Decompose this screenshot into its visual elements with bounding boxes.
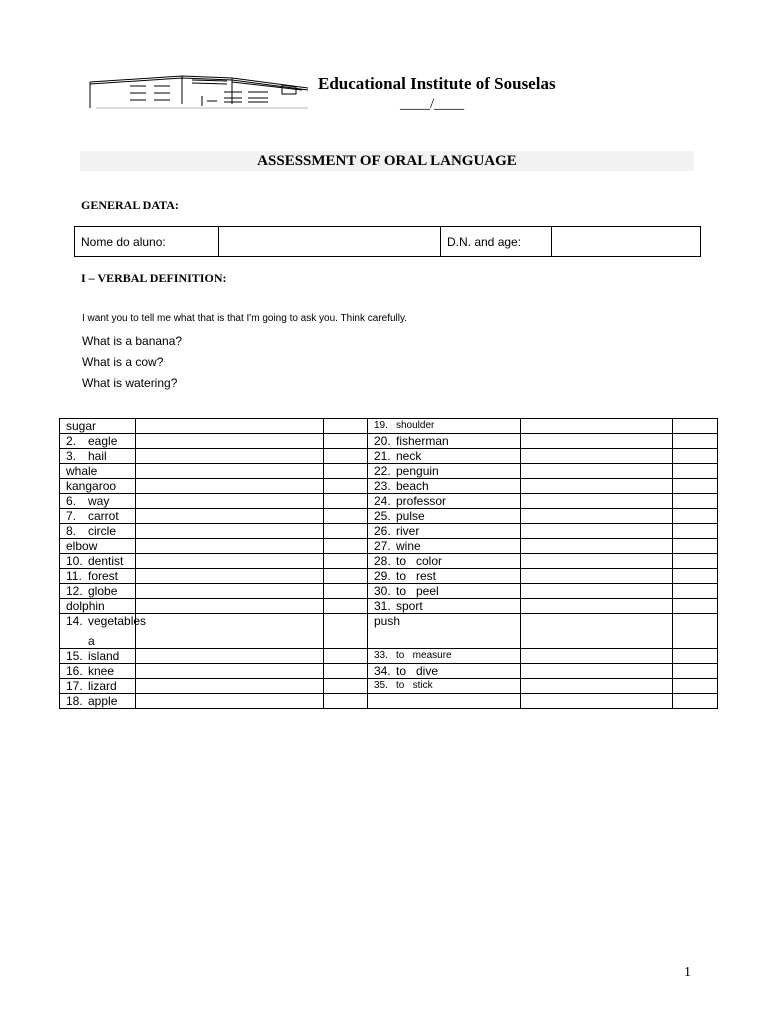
example-question: What is a banana? (82, 334, 183, 348)
score-cell[interactable] (324, 419, 368, 434)
right-word-cell (368, 539, 521, 554)
dob-age-label: D.N. and age: (441, 227, 552, 257)
item-word: to measure (396, 650, 452, 661)
answer-cell[interactable] (521, 679, 673, 694)
answer-cell[interactable] (521, 419, 673, 434)
table-row (60, 614, 718, 649)
right-word-cell (368, 464, 521, 479)
item-number: 29. (374, 569, 391, 583)
answer-cell[interactable] (136, 419, 324, 434)
item-number: 6. (66, 494, 77, 508)
right-word-cell (368, 434, 521, 449)
table-row (60, 479, 718, 494)
general-data-heading: GENERAL DATA: (81, 198, 179, 212)
answer-cell[interactable] (136, 554, 324, 569)
left-word-cell (60, 464, 136, 479)
item-word: whale (66, 464, 98, 478)
answer-cell[interactable] (136, 494, 324, 509)
right-word-cell (368, 679, 521, 694)
item-word: to peel (396, 584, 439, 598)
score-cell[interactable] (324, 524, 368, 539)
table-row (60, 694, 718, 709)
score-cell[interactable] (324, 584, 368, 599)
table-row (60, 679, 718, 694)
table-row (60, 539, 718, 554)
item-word: neck (396, 449, 422, 463)
item-word: circle (88, 524, 117, 538)
answer-cell[interactable] (136, 664, 324, 679)
item-word: island (88, 649, 120, 663)
score-cell[interactable] (324, 479, 368, 494)
score-cell[interactable] (324, 434, 368, 449)
institution-name: Educational Institute of Souselas (318, 74, 556, 93)
item-number: 25. (374, 509, 391, 523)
answer-cell[interactable] (136, 599, 324, 614)
score-cell[interactable] (673, 649, 718, 664)
item-number: 19. (374, 420, 388, 431)
score-cell[interactable] (324, 449, 368, 464)
answer-cell[interactable] (136, 614, 324, 649)
page-number: 1 (684, 965, 691, 980)
document-title: ASSESSMENT OF ORAL LANGUAGE (257, 153, 517, 169)
left-word-cell (60, 419, 136, 434)
example-question: What is a cow? (82, 355, 164, 369)
date-line: ____/____ (400, 96, 465, 112)
item-word: fisherman (396, 434, 449, 448)
score-cell[interactable] (673, 464, 718, 479)
answer-cell[interactable] (136, 584, 324, 599)
item-word: vegetables (88, 614, 147, 628)
item-word: globe (88, 584, 118, 598)
score-cell[interactable] (324, 569, 368, 584)
word-list-table (59, 418, 718, 709)
item-number: 18. (66, 694, 83, 708)
score-cell[interactable] (673, 569, 718, 584)
item-number: 12. (66, 584, 83, 598)
score-cell[interactable] (673, 694, 718, 709)
item-number: 35. (374, 680, 388, 691)
table-row (60, 464, 718, 479)
right-word-cell (368, 494, 521, 509)
item-number: 27. (374, 539, 391, 553)
item-number: 7. (66, 509, 77, 523)
left-word-cell (60, 614, 147, 649)
item-word: dolphin (66, 599, 105, 613)
item-number: 11. (66, 569, 82, 583)
answer-cell[interactable] (521, 449, 673, 464)
score-cell[interactable] (673, 419, 718, 434)
left-word-cell (60, 569, 136, 584)
school-building-logo (82, 68, 310, 112)
item-word: beach (396, 479, 429, 493)
item-number: 23. (374, 479, 391, 493)
table-row (60, 569, 718, 584)
answer-cell[interactable] (521, 649, 673, 664)
answer-cell[interactable] (521, 694, 673, 709)
answer-cell[interactable] (521, 539, 673, 554)
score-cell[interactable] (324, 664, 368, 679)
item-word: elbow (66, 539, 98, 553)
left-word-cell (60, 524, 136, 539)
left-word-cell (60, 449, 136, 464)
answer-cell[interactable] (136, 679, 324, 694)
left-word-cell (60, 664, 136, 679)
left-word-cell (60, 539, 136, 554)
score-cell[interactable] (324, 599, 368, 614)
score-cell[interactable] (673, 584, 718, 599)
item-number: 30. (374, 584, 391, 598)
item-word: push (374, 614, 401, 628)
left-word-cell (60, 509, 136, 524)
answer-cell[interactable] (521, 599, 673, 614)
item-number: 31. (374, 599, 391, 613)
score-cell[interactable] (324, 539, 368, 554)
right-word-cell (368, 554, 521, 569)
table-row (60, 449, 718, 464)
right-word-cell (368, 569, 521, 584)
right-word-cell (368, 509, 521, 524)
table-row (60, 584, 718, 599)
right-word-cell (368, 694, 521, 709)
left-word-cell (60, 694, 136, 709)
score-cell[interactable] (673, 509, 718, 524)
item-number: 8. (66, 524, 77, 538)
item-word: to rest (396, 569, 437, 583)
answer-cell[interactable] (521, 479, 673, 494)
answer-cell[interactable] (136, 649, 324, 664)
item-number: 17. (66, 679, 83, 693)
table-row (60, 494, 718, 509)
left-word-cell (60, 434, 136, 449)
answer-cell[interactable] (521, 464, 673, 479)
answer-cell[interactable] (136, 524, 324, 539)
instruction-text: I want you to tell me what that is that I'm going to ask you. Think carefully. (82, 313, 408, 324)
right-word-cell (368, 599, 521, 614)
table-row (60, 434, 718, 449)
answer-cell[interactable] (521, 569, 673, 584)
left-word-cell (60, 679, 136, 694)
right-word-cell (368, 664, 521, 679)
left-word-cell (60, 554, 136, 569)
item-word: hail (88, 449, 107, 463)
item-word: carrot (88, 509, 119, 523)
item-word: penguin (396, 464, 439, 478)
table-row (60, 649, 718, 664)
item-number: 20. (374, 434, 391, 448)
score-cell[interactable] (324, 464, 368, 479)
item-word: to color (396, 554, 443, 568)
answer-cell[interactable] (521, 554, 673, 569)
table-row (60, 524, 718, 539)
answer-cell[interactable] (136, 464, 324, 479)
table-row (60, 554, 718, 569)
verbal-definition-heading: I – VERBAL DEFINITION: (81, 271, 227, 285)
right-word-cell (368, 649, 521, 664)
answer-cell[interactable] (136, 694, 324, 709)
item-number: 15. (66, 649, 83, 663)
answer-cell[interactable] (521, 664, 673, 679)
item-word: eagle (88, 434, 118, 448)
answer-cell[interactable] (521, 509, 673, 524)
item-number: 28. (374, 554, 391, 568)
score-cell[interactable] (673, 524, 718, 539)
item-number: 3. (66, 449, 77, 463)
left-word-cell (60, 494, 136, 509)
right-word-cell (368, 614, 521, 649)
answer-cell[interactable] (521, 524, 673, 539)
answer-cell[interactable] (136, 449, 324, 464)
table-row (60, 509, 718, 524)
item-word: sugar (66, 419, 97, 433)
item-word: way (88, 494, 110, 508)
example-question: What is watering? (82, 376, 178, 390)
left-word-cell (60, 479, 136, 494)
general-data-table (74, 226, 701, 257)
left-word-cell (60, 599, 136, 614)
answer-cell[interactable] (136, 539, 324, 554)
item-word: to stick (396, 680, 433, 691)
item-word: kangaroo (66, 479, 117, 493)
score-cell[interactable] (673, 599, 718, 614)
table-row (60, 599, 718, 614)
item-word: to dive (396, 664, 439, 678)
right-word-cell (368, 479, 521, 494)
answer-cell[interactable] (136, 569, 324, 584)
score-cell[interactable] (324, 679, 368, 694)
item-word-continuation: a (88, 634, 95, 648)
score-cell[interactable] (324, 554, 368, 569)
item-word: sport (396, 599, 423, 613)
left-word-cell (60, 649, 136, 664)
right-word-cell (368, 584, 521, 599)
item-word: shoulder (396, 420, 435, 431)
item-number: 21. (374, 449, 391, 463)
item-word: apple (88, 694, 118, 708)
score-cell[interactable] (324, 494, 368, 509)
answer-cell[interactable] (136, 509, 324, 524)
table-row (60, 664, 718, 679)
item-number: 24. (374, 494, 391, 508)
item-number: 34. (374, 664, 391, 678)
item-number: 26. (374, 524, 391, 538)
table-row (60, 419, 718, 434)
item-number: 2. (66, 434, 77, 448)
score-cell[interactable] (673, 554, 718, 569)
item-word: professor (396, 494, 447, 508)
answer-cell[interactable] (136, 479, 324, 494)
score-cell[interactable] (673, 539, 718, 554)
answer-cell[interactable] (521, 614, 673, 649)
item-number: 22. (374, 464, 391, 478)
item-word: knee (88, 664, 115, 678)
item-word: lizard (88, 679, 117, 693)
score-cell[interactable] (673, 664, 718, 679)
score-cell[interactable] (673, 494, 718, 509)
score-cell[interactable] (324, 509, 368, 524)
item-word: dentist (88, 554, 124, 568)
student-name-field[interactable] (219, 227, 441, 257)
answer-cell[interactable] (521, 434, 673, 449)
student-name-label: Nome do aluno: (75, 227, 219, 257)
right-word-cell (368, 449, 521, 464)
score-cell[interactable] (673, 449, 718, 464)
score-cell[interactable] (673, 679, 718, 694)
answer-cell[interactable] (136, 434, 324, 449)
score-cell[interactable] (673, 614, 718, 649)
right-word-cell (368, 524, 521, 539)
item-number: 14. (66, 614, 83, 628)
left-word-cell (60, 584, 136, 599)
item-word: pulse (396, 509, 425, 523)
right-word-cell (368, 419, 521, 434)
score-cell[interactable] (673, 434, 718, 449)
score-cell[interactable] (324, 649, 368, 664)
score-cell[interactable] (324, 614, 368, 649)
score-cell[interactable] (324, 694, 368, 709)
item-word: river (396, 524, 420, 538)
score-cell[interactable] (673, 479, 718, 494)
item-number: 16. (66, 664, 83, 678)
answer-cell[interactable] (521, 494, 673, 509)
item-number: 33. (374, 650, 388, 661)
item-number: 10. (66, 554, 83, 568)
item-word: forest (88, 569, 119, 583)
dob-age-field[interactable] (552, 227, 701, 257)
answer-cell[interactable] (521, 584, 673, 599)
item-word: wine (396, 539, 421, 553)
